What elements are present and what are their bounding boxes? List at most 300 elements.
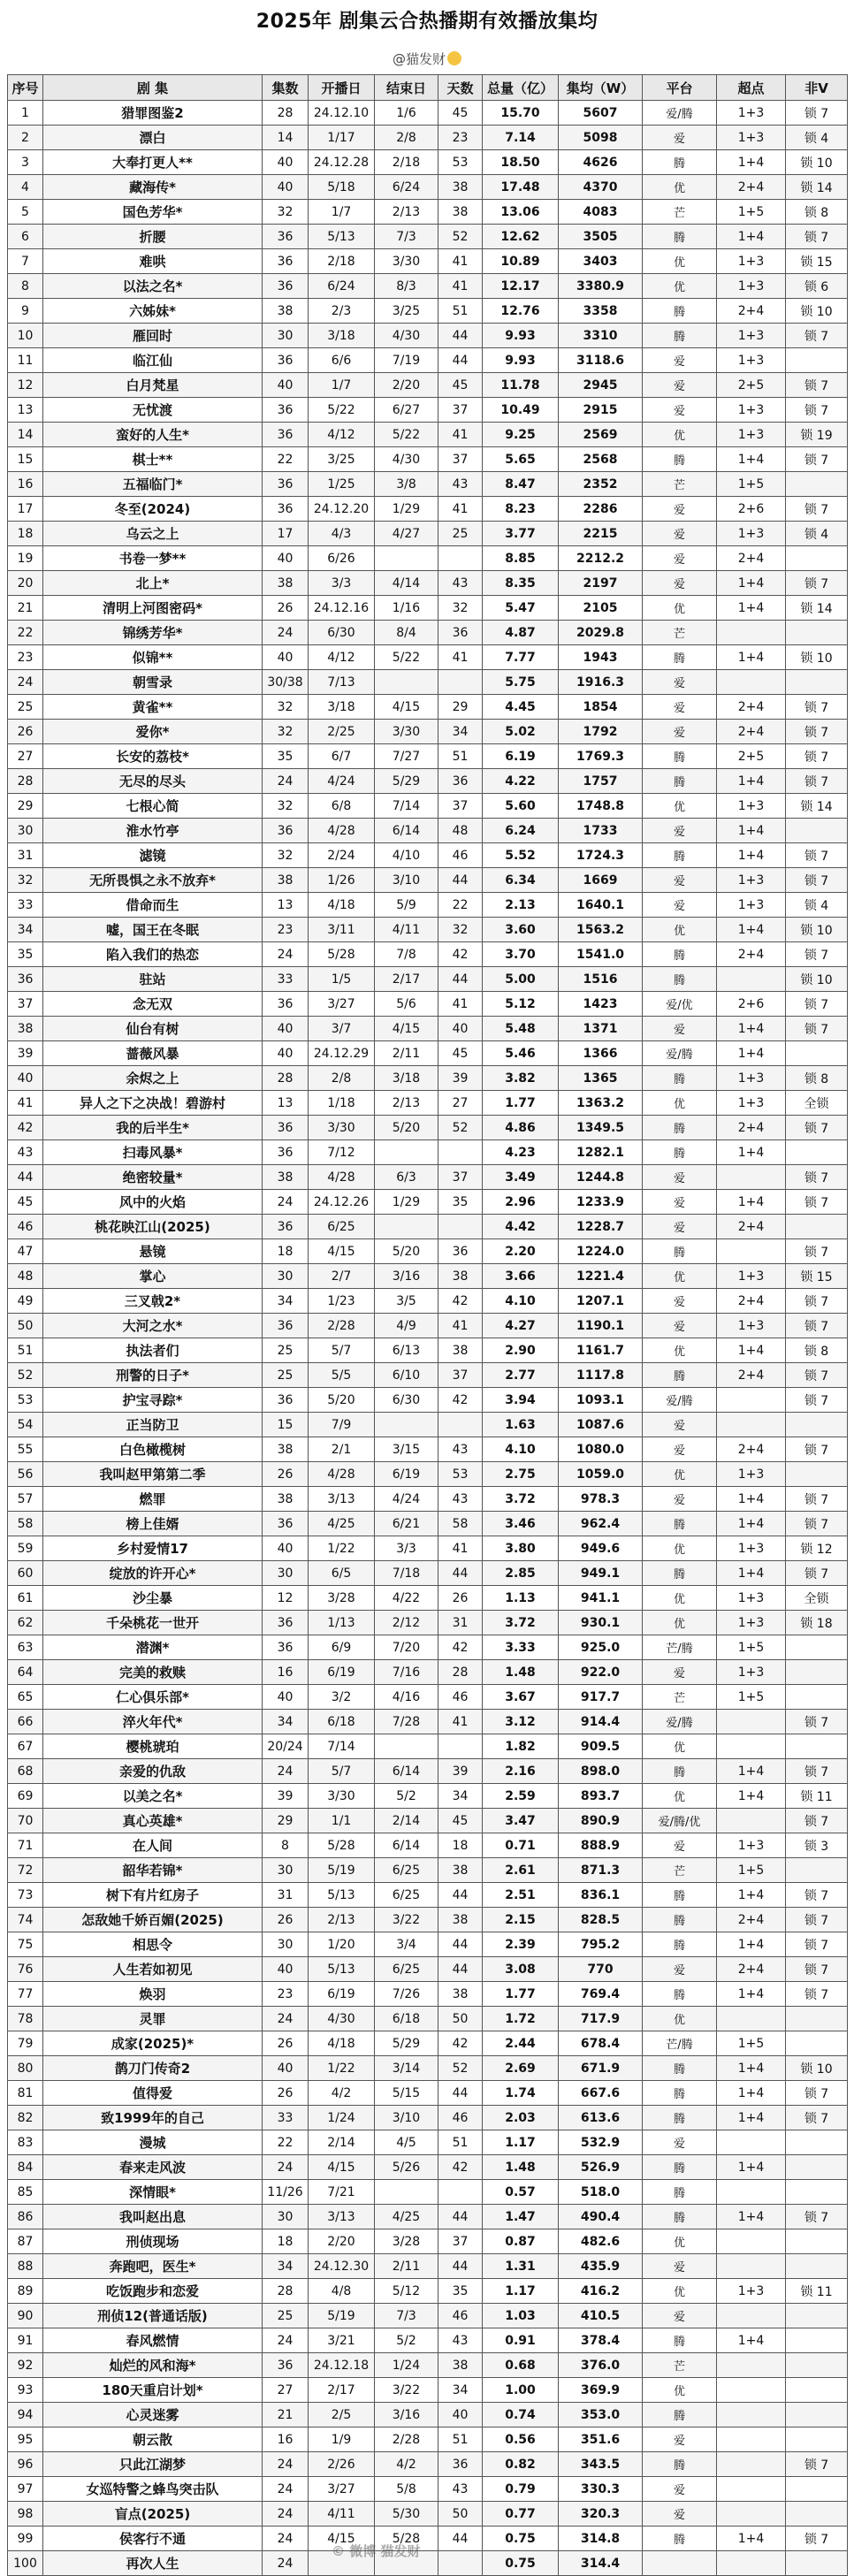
nonvip-cell: [786, 670, 848, 695]
drama-name-cell: 爱你*: [43, 720, 263, 744]
table-row: [8, 918, 848, 942]
episodes-cell: 26: [263, 2031, 309, 2056]
super-cell: 1+5: [717, 1858, 786, 1883]
nonvip-cell: 锁 12: [786, 1536, 848, 1561]
per-episode-cell: 2286: [559, 497, 643, 522]
episodes-cell: 21: [263, 2403, 309, 2427]
table-row: [8, 1289, 848, 1314]
nonvip-cell: 锁 7: [786, 1314, 848, 1338]
super-cell: [717, 2304, 786, 2328]
rank-cell: 84: [8, 2155, 43, 2180]
super-cell: [717, 621, 786, 645]
end-date-cell: 5/15: [375, 2081, 438, 2106]
total-cell: 1.72: [483, 2007, 559, 2031]
total-cell: 0.57: [483, 2180, 559, 2205]
episodes-cell: 40: [263, 1536, 309, 1561]
per-episode-cell: 3380.9: [559, 274, 643, 299]
drama-name-cell: 蛮好的人生*: [43, 423, 263, 447]
platform-cell: 优: [643, 1264, 717, 1289]
super-cell: 1+5: [717, 2031, 786, 2056]
days-cell: [438, 1215, 483, 1239]
platform-cell: 优: [643, 2279, 717, 2304]
table-row: [8, 2353, 848, 2378]
total-cell: 2.90: [483, 1338, 559, 1363]
days-cell: 18: [438, 1833, 483, 1858]
nonvip-cell: 锁 10: [786, 2056, 848, 2081]
total-cell: 7.14: [483, 126, 559, 150]
episodes-cell: 25: [263, 1338, 309, 1363]
per-episode-cell: 2352: [559, 472, 643, 497]
episodes-cell: 24: [263, 2155, 309, 2180]
start-date-cell: 1/9: [309, 2427, 375, 2452]
per-episode-cell: 343.5: [559, 2452, 643, 2477]
days-cell: 41: [438, 1314, 483, 1338]
drama-name-cell: 真心英雄*: [43, 1809, 263, 1833]
drama-name-cell: 书卷一梦**: [43, 546, 263, 571]
end-date-cell: [375, 1215, 438, 1239]
days-cell: 44: [438, 1561, 483, 1586]
table-row: [8, 1611, 848, 1635]
end-date-cell: 3/30: [375, 249, 438, 274]
rank-cell: 73: [8, 1883, 43, 1908]
start-date-cell: 2/25: [309, 720, 375, 744]
days-cell: 38: [438, 175, 483, 200]
episodes-cell: 24: [263, 621, 309, 645]
end-date-cell: 5/22: [375, 645, 438, 670]
per-episode-cell: 1363.2: [559, 1091, 643, 1116]
platform-cell: 爱: [643, 720, 717, 744]
days-cell: 37: [438, 794, 483, 819]
per-episode-cell: 320.3: [559, 2502, 643, 2526]
rank-cell: 72: [8, 1858, 43, 1883]
per-episode-cell: 1282.1: [559, 1140, 643, 1165]
rank-cell: 54: [8, 1413, 43, 1437]
episodes-cell: 24: [263, 1190, 309, 1215]
start-date-cell: 5/13: [309, 1957, 375, 1982]
table-row: [8, 1883, 848, 1908]
days-cell: 26: [438, 1586, 483, 1611]
start-date-cell: 1/5: [309, 967, 375, 992]
nonvip-cell: 全锁: [786, 1091, 848, 1116]
start-date-cell: 4/3: [309, 522, 375, 546]
total-cell: 13.06: [483, 200, 559, 225]
platform-cell: 优: [643, 1462, 717, 1487]
drama-name-cell: 仁心俱乐部*: [43, 1685, 263, 1710]
rank-cell: 21: [8, 596, 43, 621]
start-date-cell: 5/22: [309, 398, 375, 423]
end-date-cell: 4/10: [375, 843, 438, 868]
days-cell: 44: [438, 2526, 483, 2551]
platform-cell: 爱: [643, 1190, 717, 1215]
rank-cell: 86: [8, 2205, 43, 2229]
drama-name-cell: 棋士**: [43, 447, 263, 472]
episodes-cell: 34: [263, 2254, 309, 2279]
per-episode-cell: 1371: [559, 1017, 643, 1041]
per-episode-cell: 898.0: [559, 1759, 643, 1784]
start-date-cell: 1/7: [309, 373, 375, 398]
table-row: [8, 596, 848, 621]
table-row: [8, 2081, 848, 2106]
drama-name-cell: 雁回时: [43, 324, 263, 348]
platform-cell: 爱/腾: [643, 1388, 717, 1413]
total-cell: 1.77: [483, 1091, 559, 1116]
drama-name-cell: 朝雪录: [43, 670, 263, 695]
episodes-cell: 16: [263, 2427, 309, 2452]
total-cell: 3.12: [483, 1710, 559, 1734]
table-row: [8, 2279, 848, 2304]
episodes-cell: 34: [263, 1710, 309, 1734]
start-date-cell: 4/2: [309, 2081, 375, 2106]
days-cell: 34: [438, 1784, 483, 1809]
end-date-cell: 7/3: [375, 225, 438, 249]
per-episode-cell: 909.5: [559, 1734, 643, 1759]
end-date-cell: 2/18: [375, 150, 438, 175]
rank-cell: 95: [8, 2427, 43, 2452]
per-episode-cell: 526.9: [559, 2155, 643, 2180]
episodes-cell: 38: [263, 1165, 309, 1190]
episodes-cell: 40: [263, 2056, 309, 2081]
rank-cell: 17: [8, 497, 43, 522]
platform-cell: 爱: [643, 1017, 717, 1041]
start-date-cell: 3/25: [309, 447, 375, 472]
end-date-cell: 2/13: [375, 200, 438, 225]
super-cell: 1+4: [717, 1883, 786, 1908]
rank-cell: 51: [8, 1338, 43, 1363]
table-row: [8, 2304, 848, 2328]
super-cell: 1+3: [717, 101, 786, 126]
platform-cell: 优: [643, 1338, 717, 1363]
rank-cell: 49: [8, 1289, 43, 1314]
days-cell: 32: [438, 596, 483, 621]
header-end-date: 结束日: [375, 75, 438, 101]
platform-cell: 腾: [643, 1116, 717, 1140]
rank-cell: 47: [8, 1239, 43, 1264]
drama-name-cell: 树下有片红房子: [43, 1883, 263, 1908]
super-cell: 1+3: [717, 1314, 786, 1338]
nonvip-cell: 锁 7: [786, 1363, 848, 1388]
start-date-cell: 1/18: [309, 1091, 375, 1116]
end-date-cell: 5/20: [375, 1239, 438, 1264]
total-cell: 2.59: [483, 1784, 559, 1809]
table-row: [8, 373, 848, 398]
end-date-cell: 5/2: [375, 2328, 438, 2353]
nonvip-cell: [786, 2130, 848, 2155]
super-cell: 1+5: [717, 1685, 786, 1710]
nonvip-cell: 锁 15: [786, 249, 848, 274]
platform-cell: 优: [643, 274, 717, 299]
super-cell: 1+4: [717, 1932, 786, 1957]
end-date-cell: 4/5: [375, 2130, 438, 2155]
platform-cell: 爱: [643, 868, 717, 893]
super-cell: 2+4: [717, 546, 786, 571]
drama-name-cell: 大奉打更人**: [43, 150, 263, 175]
super-cell: 1+4: [717, 2106, 786, 2130]
rank-cell: 85: [8, 2180, 43, 2205]
rank-cell: 82: [8, 2106, 43, 2130]
total-cell: 2.15: [483, 1908, 559, 1932]
days-cell: 43: [438, 1437, 483, 1462]
per-episode-cell: 2569: [559, 423, 643, 447]
per-episode-cell: 1943: [559, 645, 643, 670]
table-row: [8, 2551, 848, 2576]
rank-cell: 80: [8, 2056, 43, 2081]
per-episode-cell: 1792: [559, 720, 643, 744]
end-date-cell: 6/14: [375, 819, 438, 843]
nonvip-cell: 锁 7: [786, 1932, 848, 1957]
total-cell: 10.49: [483, 398, 559, 423]
nonvip-cell: [786, 2254, 848, 2279]
end-date-cell: 2/20: [375, 373, 438, 398]
nonvip-cell: 锁 7: [786, 744, 848, 769]
rank-cell: 41: [8, 1091, 43, 1116]
start-date-cell: 2/18: [309, 249, 375, 274]
start-date-cell: 24.12.29: [309, 1041, 375, 1066]
total-cell: 1.82: [483, 1734, 559, 1759]
total-cell: 5.46: [483, 1041, 559, 1066]
start-date-cell: 3/21: [309, 2328, 375, 2353]
episodes-cell: 40: [263, 150, 309, 175]
days-cell: 53: [438, 150, 483, 175]
super-cell: [717, 2007, 786, 2031]
table-row: [8, 2427, 848, 2452]
author-handle-text: @猫发财: [392, 51, 446, 67]
total-cell: 3.94: [483, 1388, 559, 1413]
per-episode-cell: 941.1: [559, 1586, 643, 1611]
header-days: 天数: [438, 75, 483, 101]
per-episode-cell: 1087.6: [559, 1413, 643, 1437]
platform-cell: 腾: [643, 744, 717, 769]
nonvip-cell: [786, 1140, 848, 1165]
rank-cell: 11: [8, 348, 43, 373]
nonvip-cell: [786, 2328, 848, 2353]
rank-cell: 29: [8, 794, 43, 819]
super-cell: [717, 2130, 786, 2155]
drama-name-cell: 绝密较量*: [43, 1165, 263, 1190]
per-episode-cell: 1563.2: [559, 918, 643, 942]
start-date-cell: 4/24: [309, 769, 375, 794]
start-date-cell: 4/28: [309, 1462, 375, 1487]
days-cell: 31: [438, 1611, 483, 1635]
end-date-cell: 3/15: [375, 1437, 438, 1462]
drama-name-cell: 念无双: [43, 992, 263, 1017]
start-date-cell: 4/30: [309, 2007, 375, 2031]
nonvip-cell: 锁 7: [786, 695, 848, 720]
episodes-cell: 36: [263, 2353, 309, 2378]
rank-cell: 1: [8, 101, 43, 126]
platform-cell: 芒/腾: [643, 2031, 717, 2056]
super-cell: 1+3: [717, 1091, 786, 1116]
per-episode-cell: 378.4: [559, 2328, 643, 2353]
end-date-cell: 1/24: [375, 2353, 438, 2378]
start-date-cell: 5/18: [309, 175, 375, 200]
drama-name-cell: 亲爱的仇敌: [43, 1759, 263, 1784]
total-cell: 4.86: [483, 1116, 559, 1140]
episodes-cell: 24: [263, 2477, 309, 2502]
days-cell: 36: [438, 1239, 483, 1264]
episodes-cell: 31: [263, 1883, 309, 1908]
episodes-cell: 38: [263, 1487, 309, 1512]
days-cell: 51: [438, 299, 483, 324]
days-cell: 45: [438, 1809, 483, 1833]
platform-cell: 腾: [643, 1140, 717, 1165]
end-date-cell: 4/15: [375, 1017, 438, 1041]
drama-name-cell: 驻站: [43, 967, 263, 992]
platform-cell: 腾: [643, 1363, 717, 1388]
table-row: [8, 1586, 848, 1611]
total-cell: 2.77: [483, 1363, 559, 1388]
days-cell: 38: [438, 200, 483, 225]
rank-cell: 52: [8, 1363, 43, 1388]
header-start-date: 开播日: [309, 75, 375, 101]
table-row: [8, 1264, 848, 1289]
super-cell: 2+4: [717, 1437, 786, 1462]
header-total: 总量（亿）: [483, 75, 559, 101]
rank-cell: 22: [8, 621, 43, 645]
platform-cell: 腾: [643, 1239, 717, 1264]
episodes-cell: 39: [263, 1784, 309, 1809]
table-row: [8, 101, 848, 126]
start-date-cell: 2/28: [309, 1314, 375, 1338]
per-episode-cell: 3310: [559, 324, 643, 348]
table-row: [8, 819, 848, 843]
end-date-cell: 5/8: [375, 2477, 438, 2502]
nonvip-cell: 锁 7: [786, 1437, 848, 1462]
super-cell: 1+4: [717, 447, 786, 472]
start-date-cell: 24.12.18: [309, 2353, 375, 2378]
nonvip-cell: 锁 10: [786, 645, 848, 670]
per-episode-cell: 353.0: [559, 2403, 643, 2427]
episodes-cell: 36: [263, 398, 309, 423]
end-date-cell: [375, 1140, 438, 1165]
rank-cell: 81: [8, 2081, 43, 2106]
rank-cell: 62: [8, 1611, 43, 1635]
total-cell: 1.47: [483, 2205, 559, 2229]
end-date-cell: 2/12: [375, 1611, 438, 1635]
drama-name-cell: 在人间: [43, 1833, 263, 1858]
super-cell: [717, 2254, 786, 2279]
nonvip-cell: [786, 1462, 848, 1487]
drama-name-cell: 完美的救赎: [43, 1660, 263, 1685]
drama-name-cell: 刑侦现场: [43, 2229, 263, 2254]
super-cell: [717, 2452, 786, 2477]
rank-cell: 67: [8, 1734, 43, 1759]
table-row: [8, 522, 848, 546]
end-date-cell: 6/30: [375, 1388, 438, 1413]
drama-name-cell: 淮水竹亭: [43, 819, 263, 843]
nonvip-cell: 锁 8: [786, 1066, 848, 1091]
episodes-cell: 30: [263, 1264, 309, 1289]
rank-cell: 55: [8, 1437, 43, 1462]
total-cell: 17.48: [483, 175, 559, 200]
episodes-cell: 32: [263, 695, 309, 720]
table-row: [8, 1314, 848, 1338]
days-cell: 23: [438, 126, 483, 150]
rank-cell: 40: [8, 1066, 43, 1091]
platform-cell: 优: [643, 1091, 717, 1116]
episodes-cell: 36: [263, 1635, 309, 1660]
start-date-cell: 3/28: [309, 1586, 375, 1611]
per-episode-cell: 1757: [559, 769, 643, 794]
end-date-cell: 4/14: [375, 571, 438, 596]
days-cell: 53: [438, 1462, 483, 1487]
total-cell: 0.74: [483, 2403, 559, 2427]
rank-cell: 92: [8, 2353, 43, 2378]
episodes-cell: 25: [263, 1363, 309, 1388]
start-date-cell: 4/15: [309, 1239, 375, 1264]
drama-name-cell: 陷入我们的热恋: [43, 942, 263, 967]
total-cell: 6.34: [483, 868, 559, 893]
super-cell: 1+4: [717, 596, 786, 621]
end-date-cell: 6/27: [375, 398, 438, 423]
nonvip-cell: [786, 2180, 848, 2205]
episodes-cell: 24: [263, 2452, 309, 2477]
total-cell: 2.03: [483, 2106, 559, 2130]
rank-cell: 45: [8, 1190, 43, 1215]
end-date-cell: 4/22: [375, 1586, 438, 1611]
nonvip-cell: 锁 14: [786, 175, 848, 200]
table-row: [8, 1116, 848, 1140]
platform-cell: 爱: [643, 2130, 717, 2155]
start-date-cell: 2/26: [309, 2452, 375, 2477]
end-date-cell: 4/9: [375, 1314, 438, 1338]
table-row: [8, 150, 848, 175]
smile-emoji-icon: [447, 51, 461, 65]
nonvip-cell: 锁 7: [786, 373, 848, 398]
nonvip-cell: [786, 546, 848, 571]
rank-cell: 15: [8, 447, 43, 472]
total-cell: 12.76: [483, 299, 559, 324]
days-cell: 34: [438, 2378, 483, 2403]
nonvip-cell: 锁 7: [786, 447, 848, 472]
per-episode-cell: 1224.0: [559, 1239, 643, 1264]
drama-name-cell: 值得爱: [43, 2081, 263, 2106]
episodes-cell: 14: [263, 126, 309, 150]
platform-cell: 腾: [643, 1932, 717, 1957]
days-cell: 42: [438, 942, 483, 967]
end-date-cell: 2/14: [375, 1809, 438, 1833]
rank-cell: 36: [8, 967, 43, 992]
per-episode-cell: 1365: [559, 1066, 643, 1091]
start-date-cell: 4/28: [309, 1165, 375, 1190]
end-date-cell: 3/18: [375, 1066, 438, 1091]
rank-cell: 63: [8, 1635, 43, 1660]
episodes-cell: 18: [263, 1239, 309, 1264]
end-date-cell: 2/28: [375, 2427, 438, 2452]
per-episode-cell: 930.1: [559, 1611, 643, 1635]
rank-cell: 7: [8, 249, 43, 274]
episodes-cell: 13: [263, 893, 309, 918]
platform-cell: 爱: [643, 1833, 717, 1858]
nonvip-cell: 锁 11: [786, 1784, 848, 1809]
per-episode-cell: 532.9: [559, 2130, 643, 2155]
episodes-cell: 26: [263, 1908, 309, 1932]
rank-cell: 79: [8, 2031, 43, 2056]
start-date-cell: 6/6: [309, 348, 375, 373]
days-cell: 42: [438, 1289, 483, 1314]
drama-name-cell: 淬火年代*: [43, 1710, 263, 1734]
drama-name-cell: 滤镜: [43, 843, 263, 868]
per-episode-cell: 667.6: [559, 2081, 643, 2106]
rank-cell: 23: [8, 645, 43, 670]
nonvip-cell: 锁 7: [786, 101, 848, 126]
nonvip-cell: [786, 2403, 848, 2427]
super-cell: 1+3: [717, 1536, 786, 1561]
drama-name-cell: 折腰: [43, 225, 263, 249]
total-cell: 4.45: [483, 695, 559, 720]
nonvip-cell: 锁 4: [786, 522, 848, 546]
episodes-cell: 36: [263, 249, 309, 274]
end-date-cell: 6/18: [375, 2007, 438, 2031]
